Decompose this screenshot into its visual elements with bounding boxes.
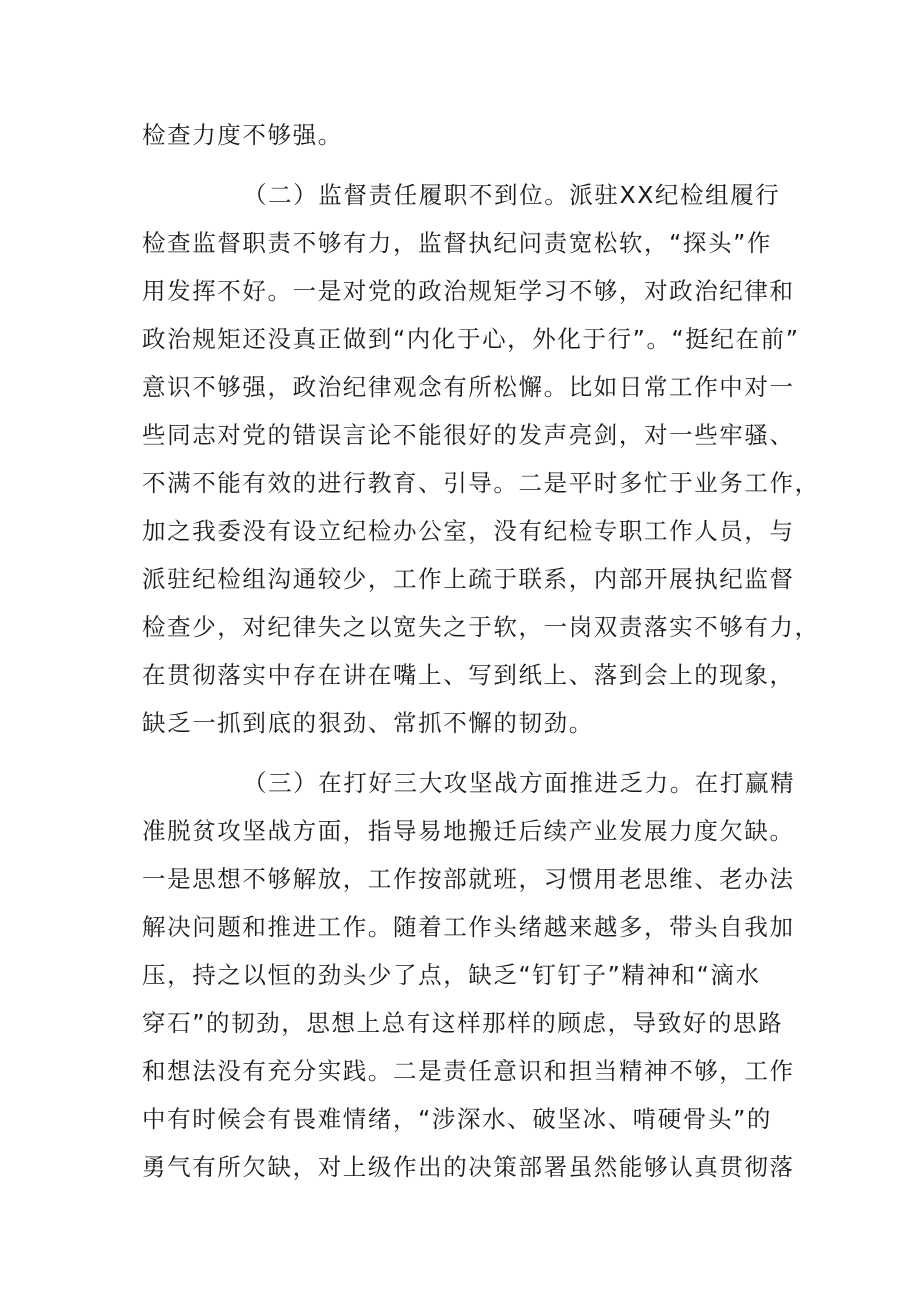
text-line: 用发挥不好。一是对党的政治规矩学习不够，对政治纪律和 [142,277,795,305]
text-line: 意识不够强，政治纪律观念有所松懈。比如日常工作中对一 [142,373,795,401]
text-line: 穿石”的韧劲，思想上总有这样那样的顾虑，导致好的思路 [142,1009,784,1037]
text-line: 些同志对党的错误言论不能很好的发声亮剑，对一些牢骚、 [142,421,795,449]
text-line: 勇气有所欠缺，对上级作出的决策部署虽然能够认真贯彻落 [142,1153,795,1181]
section-heading-line: （二）监督责任履职不到位。派驻XX纪检组履行 [243,181,781,209]
text-line: 检查少，对纪律失之以宽失之于软，一岗双责落实不够有力， [142,613,820,641]
text-line: 和想法没有充分实践。二是责任意识和担当精神不够，工作 [142,1057,795,1085]
section-heading-line: （三）在打好三大攻坚战方面推进乏力。在打赢精 [243,769,796,797]
text-line: 一是思想不够解放，工作按部就班，习惯用老思维、老办法 [142,865,795,893]
text-line: 中有时候会有畏难情绪，“涉深水、破坚冰、啃硬骨头”的 [142,1105,772,1133]
text-line: 不满不能有效的进行教育、引导。二是平时多忙于业务工作， [142,469,820,497]
text-line: 缺乏一抓到底的狠劲、常抓不懈的韧劲。 [142,709,594,737]
text-line: 在贯彻落实中存在讲在嘴上、写到纸上、落到会上的现象， [142,661,795,689]
text-line: 压，持之以恒的劲头少了点，缺乏“钉钉子”精神和“滴水 [142,961,761,989]
text-line: 政治规矩还没真正做到“内化于心，外化于行”。“挺纪在前” [142,325,800,353]
text-line: 解决问题和推进工作。随着工作头绪越来越多，带头自我加 [142,913,795,941]
text-line: 准脱贫攻坚战方面，指导易地搬迁后续产业发展力度欠缺。 [142,817,795,845]
text-line: 检查力度不够强。 [142,121,343,149]
text-line: 派驻纪检组沟通较少，工作上疏于联系，内部开展执纪监督 [142,565,795,593]
text-line: 检查监督职责不够有力，监督执纪问责宽松软，“探头”作 [142,229,772,257]
text-line: 加之我委没有设立纪检办公室，没有纪检专职工作人员，与 [142,517,795,545]
